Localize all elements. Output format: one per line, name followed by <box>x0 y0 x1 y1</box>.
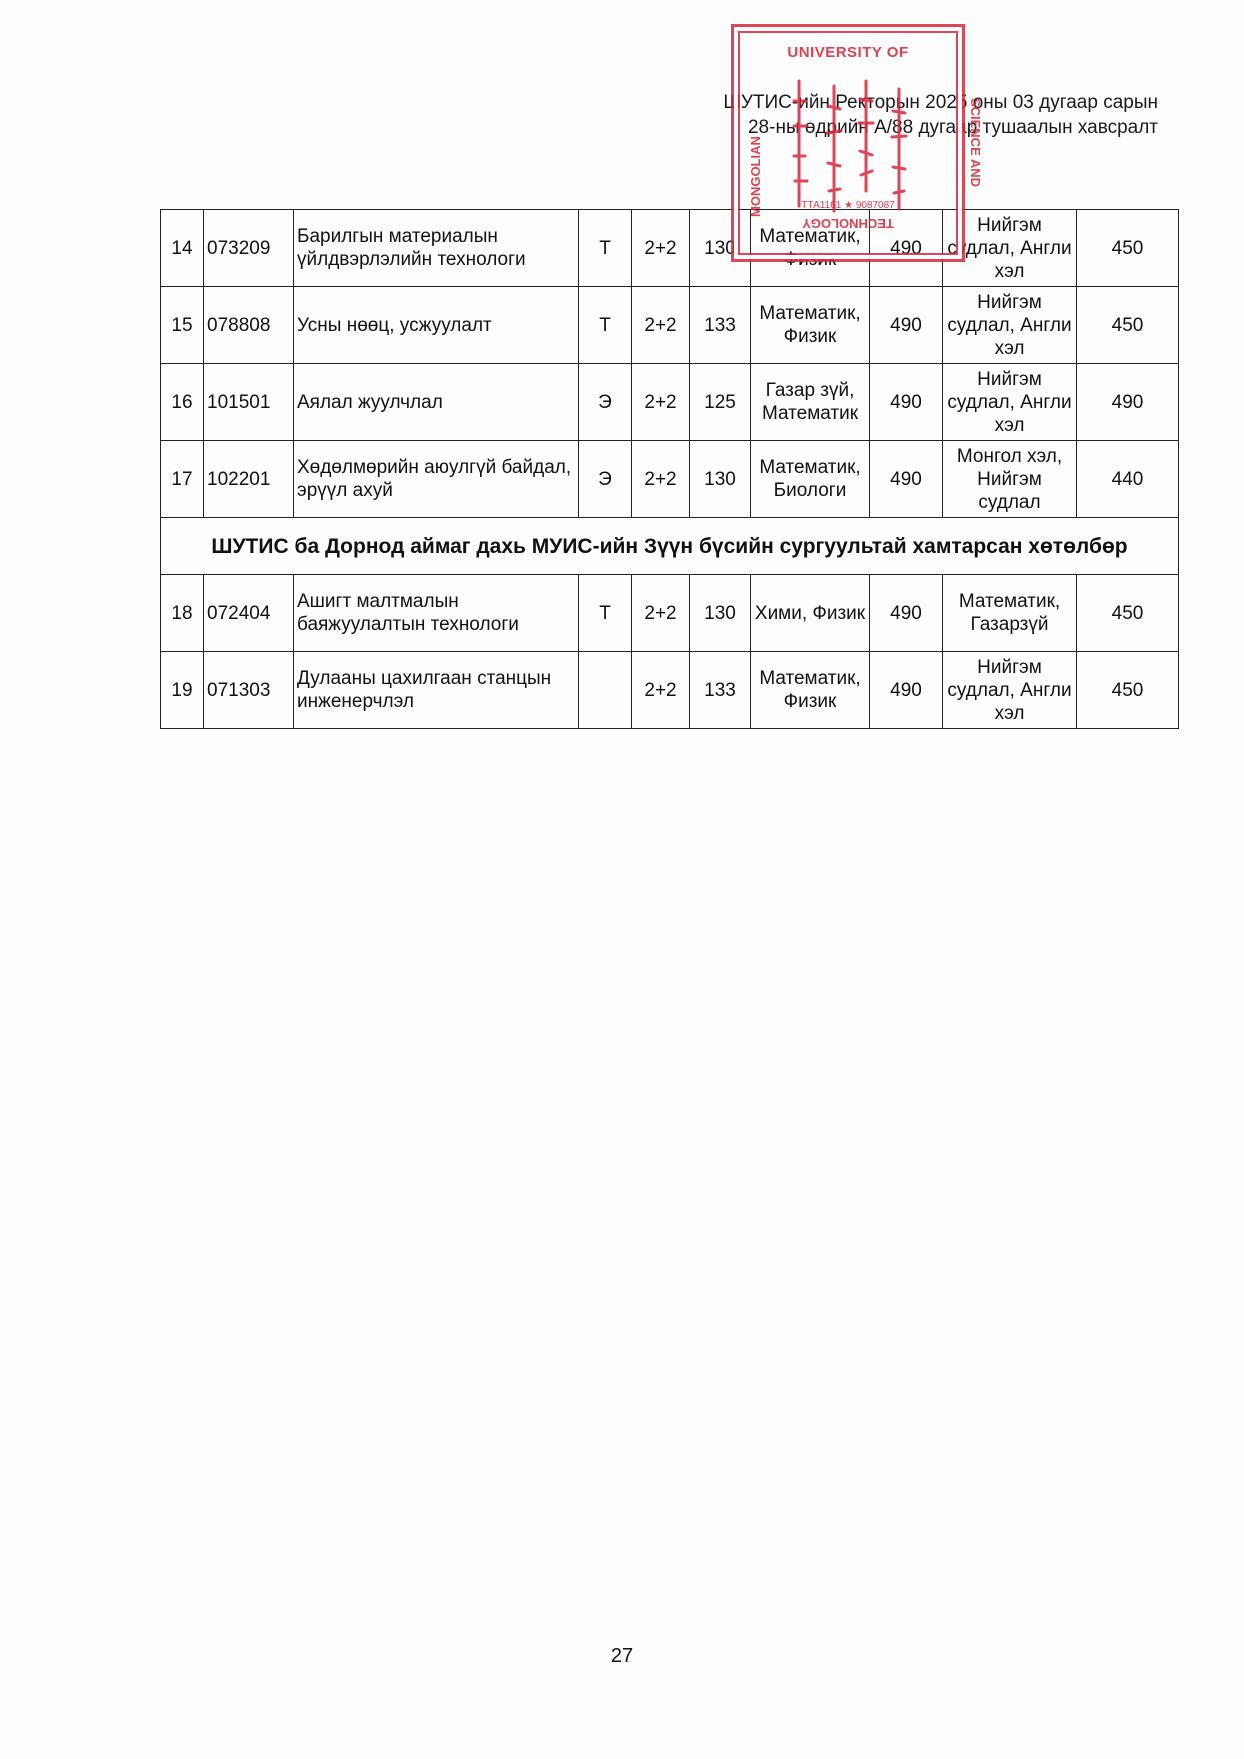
study-form: 2+2 <box>632 652 690 729</box>
row-number: 17 <box>161 441 204 518</box>
program-type: Э <box>579 441 632 518</box>
program-type: Т <box>579 575 632 652</box>
credits: 133 <box>690 652 751 729</box>
study-form: 2+2 <box>632 364 690 441</box>
program-name: Дулааны цахилгаан станцын инженерчлэл <box>294 652 579 729</box>
main-subjects: Математик, Физик <box>751 652 870 729</box>
program-code: 072404 <box>204 575 294 652</box>
extra-score: 450 <box>1077 652 1179 729</box>
extra-score: 490 <box>1077 364 1179 441</box>
page-number: 27 <box>610 1645 634 1667</box>
stamp-left-text: MONGOLIAN <box>748 136 763 217</box>
program-type <box>579 652 632 729</box>
study-form: 2+2 <box>632 441 690 518</box>
program-code: 102201 <box>204 441 294 518</box>
section-title: ШУТИС ба Дорнод аймаг дахь МУИС-ийн Зүүн бүсийн сургуультай хамтарсан хөтөлбөр <box>161 518 1179 575</box>
program-name: Усны нөөц, усжуулалт <box>294 287 579 364</box>
row-number: 16 <box>161 364 204 441</box>
section-header-row <box>161 518 1179 575</box>
program-name: Хөдөлмөрийн аюулгүй байдал, эрүүл ахуй <box>294 441 579 518</box>
study-form: 2+2 <box>632 575 690 652</box>
extra-subjects: Математик, Газарзүй <box>943 575 1077 652</box>
main-subjects: Математик, Физик <box>751 210 870 287</box>
study-form: 2+2 <box>632 287 690 364</box>
admission-table <box>160 209 1179 729</box>
credits: 125 <box>690 364 751 441</box>
extra-subjects: Монгол хэл, Нийгэм судлал <box>943 441 1077 518</box>
row-number: 14 <box>161 210 204 287</box>
main-subjects: Хими, Физик <box>751 575 870 652</box>
annex-header-line-2: 28-ны өдрийн А/88 дугаар тушаалын хавсралт <box>747 117 1158 138</box>
program-code: 101501 <box>204 364 294 441</box>
table-row <box>161 287 1179 364</box>
main-score: 490 <box>870 210 943 287</box>
credits: 130 <box>690 441 751 518</box>
row-number: 15 <box>161 287 204 364</box>
table-row <box>161 652 1179 729</box>
program-code: 073209 <box>204 210 294 287</box>
main-score: 490 <box>870 441 943 518</box>
annex-header <box>598 90 1158 140</box>
main-subjects: Математик, Биологи <box>751 441 870 518</box>
table-row <box>161 210 1179 287</box>
program-name: Барилгын материалын үйлдвэрлэлийн технологи <box>294 210 579 287</box>
program-type: Э <box>579 364 632 441</box>
table-row <box>161 575 1179 652</box>
main-subjects: Газар зүй, Математик <box>751 364 870 441</box>
stamp-right-text: SCIENCE AND <box>967 97 983 188</box>
extra-subjects: Нийгэм судлал, Англи хэл <box>943 210 1077 287</box>
extra-subjects: Нийгэм судлал, Англи хэл <box>943 287 1077 364</box>
main-subjects: Математик, Физик <box>751 287 870 364</box>
credits: 133 <box>690 287 751 364</box>
study-form: 2+2 <box>632 210 690 287</box>
row-number: 18 <box>161 575 204 652</box>
main-score: 490 <box>870 364 943 441</box>
program-code: 078808 <box>204 287 294 364</box>
credits: 130 <box>690 210 751 287</box>
main-score: 490 <box>870 652 943 729</box>
main-score: 490 <box>870 575 943 652</box>
extra-score: 450 <box>1077 575 1179 652</box>
row-number: 19 <box>161 652 204 729</box>
main-score: 490 <box>870 287 943 364</box>
program-type: Т <box>579 287 632 364</box>
table-row <box>161 441 1179 518</box>
program-name: Аялал жуулчлал <box>294 364 579 441</box>
program-name: Ашигт малтмалын баяжуулалтын технологи <box>294 575 579 652</box>
annex-header-line-1: ШУТИС-ийн Ректорын 2025 оны 03 дугаар сарын <box>723 92 1158 113</box>
extra-score: 450 <box>1077 210 1179 287</box>
extra-score: 440 <box>1077 441 1179 518</box>
program-type: Т <box>579 210 632 287</box>
program-code: 071303 <box>204 652 294 729</box>
table-row <box>161 364 1179 441</box>
extra-score: 450 <box>1077 287 1179 364</box>
extra-subjects: Нийгэм судлал, Англи хэл <box>943 364 1077 441</box>
credits: 130 <box>690 575 751 652</box>
stamp-bottom-text: TECHNOLOGY <box>802 216 894 231</box>
stamp-registration-number: ТТА1161 ★ 9087087 <box>801 200 895 211</box>
stamp-top-text: UNIVERSITY OF <box>787 44 909 61</box>
extra-subjects: Нийгэм судлал, Англи хэл <box>943 652 1077 729</box>
